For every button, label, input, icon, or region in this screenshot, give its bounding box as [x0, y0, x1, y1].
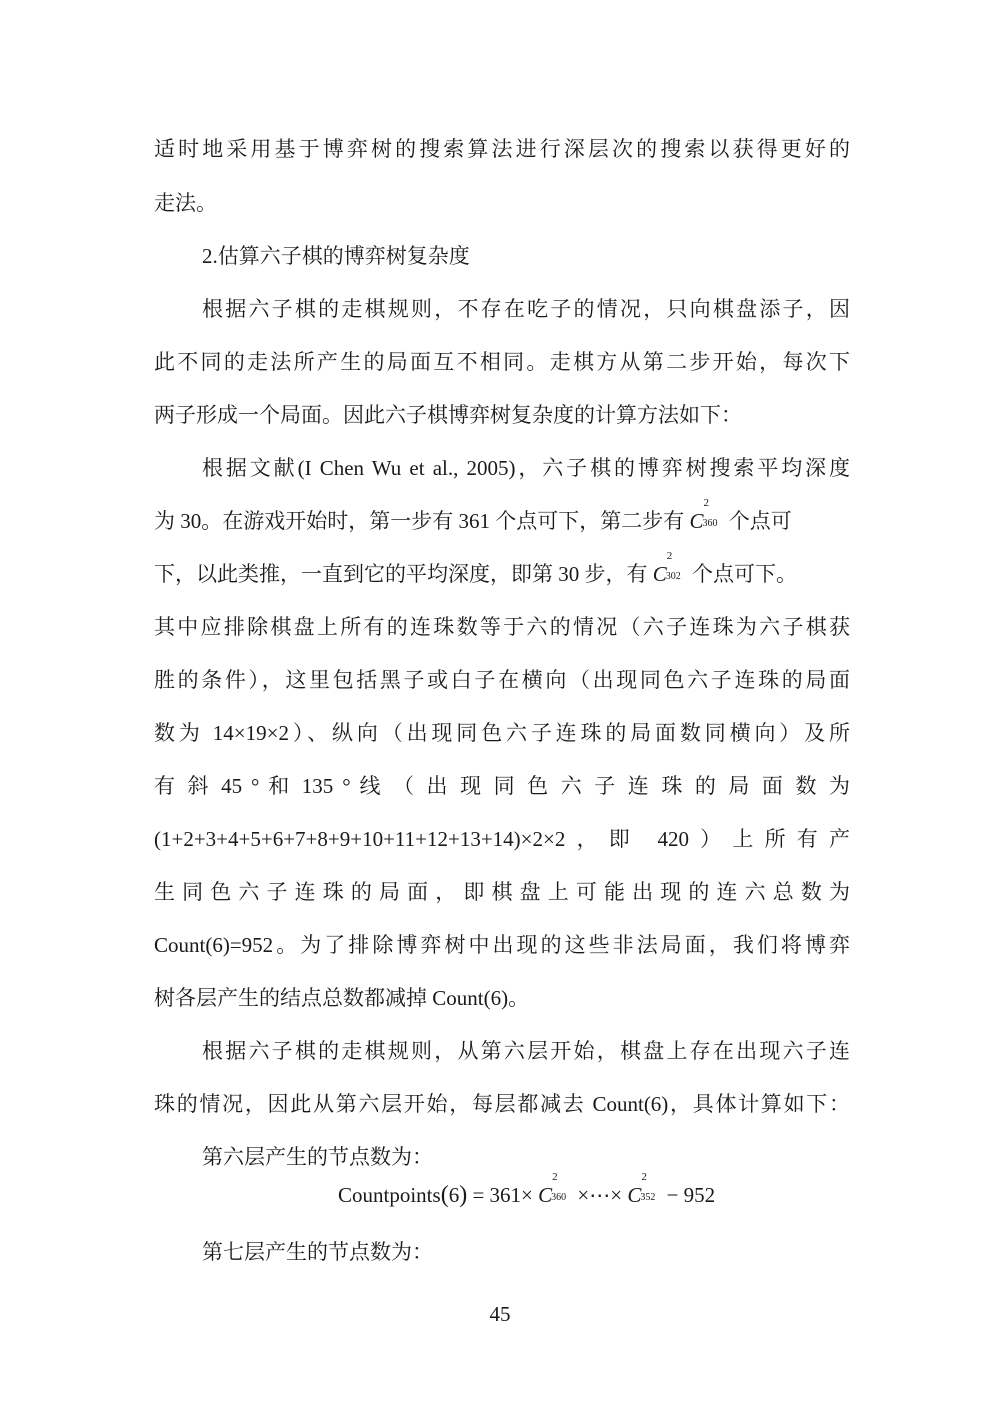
text-line: 胜的条件），这里包括黑子或白子在横向（出现同色六子连珠的局面	[154, 668, 850, 692]
equation-lhs: Countpoints	[338, 1183, 441, 1207]
equation	[338, 1171, 716, 1211]
combination-sub: 360	[551, 1192, 567, 1203]
text-segment: 为 30。在游戏开始时，第一步有 361 个点可下，第二步有	[154, 509, 685, 533]
combination-sub: 360	[702, 518, 718, 529]
equation-mid: ×⋯×	[577, 1183, 623, 1207]
combination-sub: 302	[665, 571, 681, 582]
text-line: (1+2+3+4+5+6+7+8+9+10+11+12+13+14)×2×2，即 420）上所有产	[154, 827, 850, 851]
combination-symbol: C 2 360	[538, 1171, 567, 1207]
text-line-with-combination	[154, 497, 850, 537]
text-line: 根据六子棋的走棋规则，从第六层开始，棋盘上存在出现六子连	[202, 1039, 850, 1063]
combination-sup: 2	[703, 497, 709, 509]
text-segment: 下，以此类推，一直到它的平均深度，即第 30 步，有	[154, 562, 648, 586]
combination-symbol: C 2 352	[627, 1171, 656, 1207]
text-line: 有 斜 45 ° 和 135 ° 线 （ 出 现 同 色 六 子 连 珠 的 局 面 数 为	[154, 774, 850, 798]
combination-sup: 2	[552, 1171, 558, 1183]
combination-symbol: C 2 360	[689, 497, 718, 533]
equation-tail: − 952	[666, 1183, 716, 1207]
combination-symbol: C 2 302	[652, 550, 681, 586]
page-number: 45	[489, 1302, 511, 1326]
text-line: Count(6)=952。为了排除博弈树中出现的这些非法局面，我们将博弈	[154, 933, 850, 957]
text-segment: 个点可	[728, 509, 792, 533]
text-line: 其中应排除棋盘上所有的连珠数等于六的情况（六子连珠为六子棋获	[154, 615, 850, 639]
section-heading: 2.估算六子棋的博弈树复杂度	[202, 244, 470, 268]
text-line: 数为 14×19×2）、纵向（出现同色六子连珠的局面数同横向）及所	[154, 721, 850, 745]
combination-sup: 2	[641, 1171, 647, 1183]
text-line: 珠的情况，因此从第六层开始，每层都减去 Count(6)，具体计算如下：	[154, 1092, 850, 1116]
text-line-with-combination	[154, 550, 850, 590]
text-line: 第七层产生的节点数为：	[202, 1240, 433, 1264]
text-line: 树各层产生的结点总数都减掉 Count(6)。	[154, 986, 530, 1010]
text-line: 第六层产生的节点数为：	[202, 1145, 433, 1169]
text-line: 根据文献(I Chen Wu et al., 2005)，六子棋的博弈树搜索平均深度	[202, 456, 850, 480]
text-line: 走法。	[154, 191, 217, 215]
combination-sub: 352	[640, 1192, 656, 1203]
text-line: 生 同 色 六 子 连 珠 的 局 面 ， 即 棋 盘 上 可 能 出 现 的 连 六 总 数 为	[154, 880, 850, 904]
equation-eq: = 361×	[472, 1183, 533, 1207]
text-line: 此不同的走法所产生的局面互不相同。走棋方从第二步开始，每次下	[154, 350, 850, 374]
text-line: 两子形成一个局面。因此六子棋博弈树复杂度的计算方法如下：	[154, 403, 742, 427]
equation-arg: 6	[448, 1183, 460, 1207]
text-line: 根据六子棋的走棋规则，不存在吃子的情况，只向棋盘添子，因	[202, 297, 850, 321]
paren-close: )	[459, 1182, 468, 1208]
text-line: 适时地采用基于博弈树的搜索算法进行深层次的搜索以获得更好的	[154, 137, 850, 161]
text-segment: 个点可下。	[692, 562, 798, 586]
combination-sup: 2	[666, 550, 673, 562]
paren-open: (	[440, 1182, 449, 1208]
